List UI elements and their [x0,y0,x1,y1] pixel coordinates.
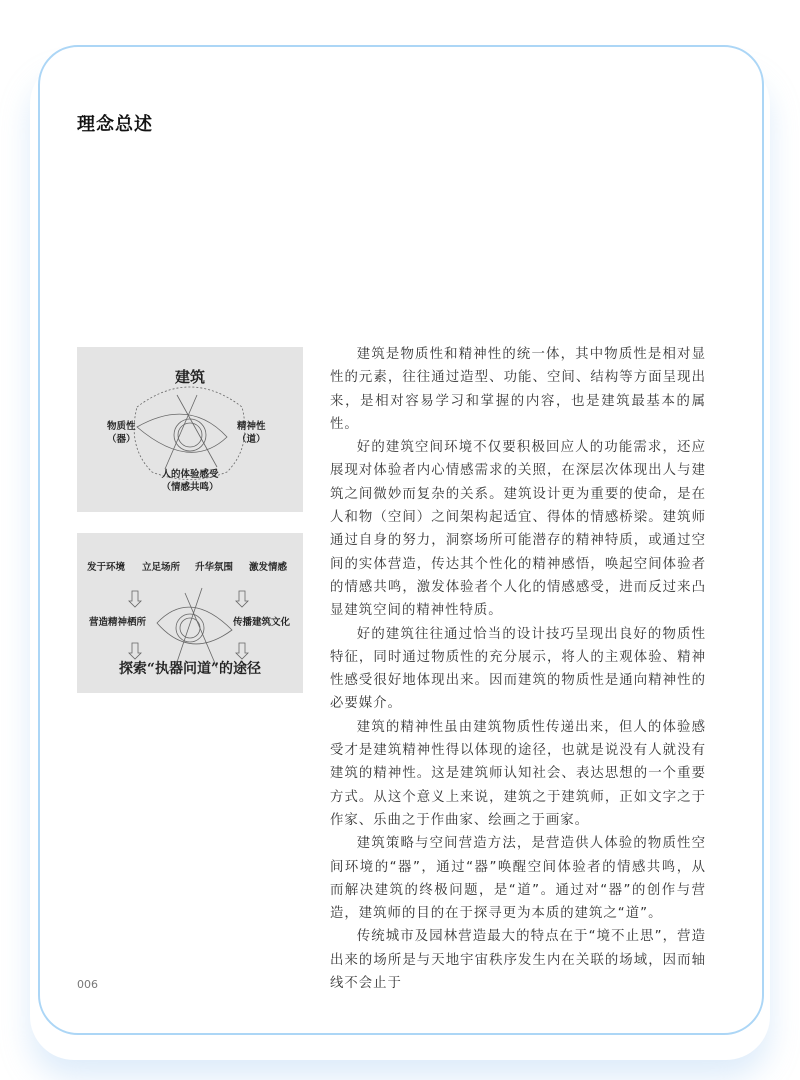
paragraph: 好的建筑往往通过恰当的设计技巧呈现出良好的物质性特征，同时通过物质性的充分展示，将人的主观体验、精神性感受很好地体现出来。因而建筑的物质性是通向精神性的必要媒介。 [330,626,706,712]
label-line: （情感共鸣） [161,482,219,493]
paragraph: 传统城市及园林营造最大的特点在于“境不止思”，营造出来的场所是与天地宇宙秩序发生内在关联的场域，因而轴线不会止于 [330,929,706,992]
paragraph: 建筑是物质性和精神性的统一体，其中物质性是相对显性的元素，往往通过造型、功能、空间、结构等方面呈现出来，是相对容易学习和掌握的内容，也是建筑最基本的属性。 [330,347,706,432]
label-spiritual-place: 营造精神栖所 [89,617,147,628]
label-line: 人的体验感受 [161,469,219,480]
label-spirituality [237,420,266,446]
label-human-experience [77,468,303,494]
label-materiality [107,420,136,446]
diagram-architecture-concept [77,347,303,512]
page-number: 006 [77,978,98,991]
diagram-approach [77,533,303,693]
label-line: （道） [237,434,266,445]
label-row-item: 升华氛围 [195,562,234,573]
paragraph: 好的建筑空间环境不仅要积极回应人的功能需求，还应展现对体验者内心情感需求的关照，在深层次体现出人与建筑之间微妙而复杂的关系。建筑设计更为重要的使命，是在人和物（空间）之间架构起适宜、得体的情感桥梁。建筑师通过自身的努力，洞察场所可能潜存的精神特质，或通过空间的实体营造，传达其个性化的精神感悟，唤起空间体验者的情感共鸣，激发体验者个人化的情感感受，进而反过来凸显建筑空间的精神性特质。 [330,440,706,619]
label-row-item: 立足场所 [142,562,181,573]
paragraph: 建筑策略与空间营造方法，是营造供人体验的物质性空间环境的“器”，通过“器”唤醒空间体验者的情感共鸣，从而解决建筑的终极问题，是“道”。通过对“器”的创作与营造，建筑师的目的在于探寻更为本质的建筑之“道”。 [330,836,706,922]
label-exploration-path: 探索“执器问道”的途径 [118,661,262,677]
label-spread-culture: 传播建筑文化 [233,617,291,628]
paragraph: 建筑的精神性虽由建筑物质性传递出来，但人的体验感受才是建筑精神性得以体现的途径，也就是说没有人就没有建筑的精神性。这是建筑师认知社会、表达思想的一个重要方式。从这个意义上来说，建筑之于建筑师，正如文字之于作家、乐曲之于作曲家、绘画之于画家。 [330,719,706,828]
label-architecture: 建筑 [174,368,205,386]
page-title: 理念总述 [77,114,153,135]
label-line: （器） [107,434,136,445]
body-text [330,343,706,995]
label-line: 精神性 [237,421,266,432]
label-row-item: 激发情感 [249,562,288,573]
label-row-item: 发于环境 [87,562,126,573]
label-line: 物质性 [107,421,136,432]
